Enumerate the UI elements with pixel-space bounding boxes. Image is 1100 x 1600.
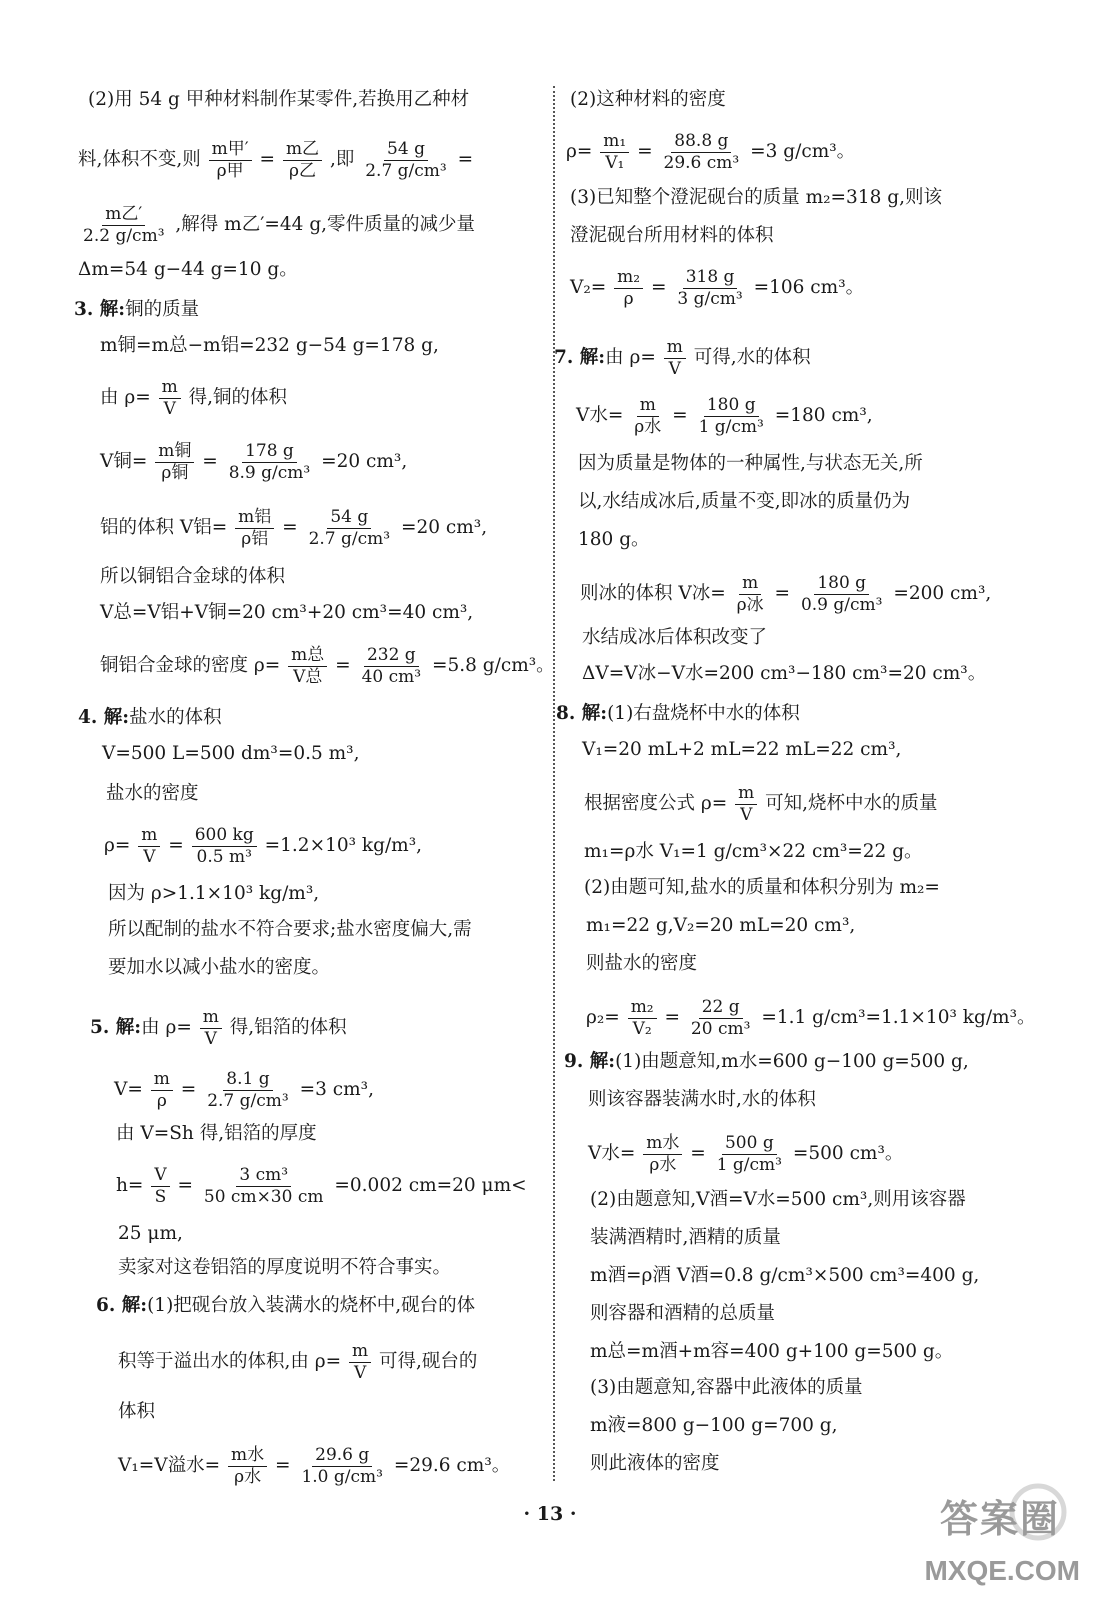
fraction: $\frac{m}{V}$ (200, 1008, 222, 1048)
line: 所以铜铝合金球的体积 (100, 566, 286, 587)
problem-3-heading: 3. 解:铜的质量 (74, 299, 200, 320)
problem-5-heading: 5. 解:由 ρ= $\frac{m}{V}$ 得,铝箔的体积 (90, 1007, 347, 1049)
line: m总=m酒+m容=400 g+100 g=500 g。 (590, 1341, 954, 1362)
fraction: $\frac{m}{\text{ρ水}}$ (634, 395, 662, 437)
line: 则容器和酒精的总质量 (590, 1303, 776, 1324)
line: 铜铝合金球的密度 ρ= $\frac{\text{m总}}{\text{V总}}$ = $\frac{232 g}{\text{40 cm³}}$ =5.8 g/cm³。 (100, 645, 555, 687)
fraction: $\frac{232 g}{\text{40 cm³}}$ (361, 645, 422, 687)
line: (2)由题可知,盐水的质量和体积分别为 m₂= (584, 877, 940, 898)
fraction: $\frac{\text{m水}}{\text{ρ水}}$ (643, 1134, 682, 1174)
watermark-glyphs: 答案圈 (939, 1496, 1060, 1541)
line: V₂= $\frac{\text{m₂}}{\rho}$ = $\frac{318 g}{\text{3 g/cm³}}$ =106 cm³。 (570, 267, 865, 309)
line: (2)用 54 g 甲种材料制作某零件,若换用乙种材 (88, 89, 470, 110)
line: 积等于溢出水的体积,由 ρ= $\frac{m}{V}$ 可得,砚台的 (118, 1341, 478, 1383)
line: m液=800 g−100 g=700 g, (590, 1415, 838, 1436)
line: 因为 ρ>1.1×10³ kg/m³, (108, 883, 320, 904)
fraction: $\frac{m}{V}$ (138, 826, 160, 866)
line: V₁=V溢水= $\frac{\text{m水}}{\text{ρ水}}$ = $\frac{29.6 g}{\text{1.0 g/cm³}}$ =29.6 cm³。 (118, 1445, 511, 1487)
line: 则冰的体积 V冰= $\frac{m}{\text{ρ冰}}$ = $\frac{180 g}{\text{0.9 g/cm³}}$ =200 cm³, (580, 573, 992, 615)
column-divider (553, 86, 555, 1481)
problem-4-heading: 4. 解:盐水的体积 (78, 707, 222, 728)
fraction: $\frac{88.8 g}{\text{29.6 cm³}}$ (663, 131, 740, 173)
line: m酒=ρ酒 V酒=0.8 g/cm³×500 cm³=400 g, (590, 1265, 980, 1286)
line: (3)已知整个澄泥砚台的质量 m₂=318 g,则该 (570, 187, 942, 208)
page-number: · 13 · (523, 1503, 577, 1525)
fraction: $\frac{\text{m铝}}{\text{ρ铝}}$ (235, 508, 274, 548)
problem-8-heading: 8. 解:(1)右盘烧杯中水的体积 (556, 703, 800, 724)
fraction: $\frac{22 g}{\text{20 cm³}}$ (690, 997, 751, 1039)
fraction: $\frac{\text{m乙′}}{\text{2.2 g/cm³}}$ (83, 204, 165, 246)
line: 则此液体的密度 (590, 1453, 720, 1474)
fraction: $\frac{\text{m₂}}{\text{V₂}}$ (628, 998, 657, 1038)
fraction: $\frac{8.1 g}{\text{2.7 g/cm³}}$ (207, 1069, 289, 1111)
line: 盐水的密度 (106, 783, 199, 804)
fraction: $\frac{m}{V}$ (159, 378, 181, 418)
line: 卖家对这卷铝箔的厚度说明不符合事实。 (118, 1257, 452, 1278)
line: 装满酒精时,酒精的质量 (590, 1227, 781, 1248)
fraction: $\frac{\text{m总}}{\text{V总}}$ (288, 646, 327, 686)
line: $\frac{\text{m乙′}}{\text{2.2 g/cm³}}$ ,解得 m乙′=44 g,零件质量的减少量 (78, 205, 475, 245)
fraction: $\frac{180 g}{\text{0.9 g/cm³}}$ (800, 573, 883, 615)
line: 铝的体积 V铝= $\frac{\text{m铝}}{\text{ρ铝}}$ = $\frac{54 g}{\text{2.7 g/cm³}}$ =20 cm³, (100, 507, 488, 549)
fraction: $\frac{54 g}{\text{2.7 g/cm³}}$ (308, 507, 391, 549)
line: 180 g。 (578, 529, 650, 550)
line: 则该容器装满水时,水的体积 (588, 1089, 816, 1110)
line: 则盐水的密度 (586, 953, 698, 974)
fraction: $\frac{\text{m甲′}}{\text{ρ甲}}$ (209, 140, 252, 180)
line: 要加水以减小盐水的密度。 (108, 957, 331, 978)
fraction: $\frac{\text{m铜}}{\text{ρ铜}}$ (155, 442, 194, 482)
fraction: $\frac{29.6 g}{\text{1.0 g/cm³}}$ (301, 1445, 383, 1487)
fraction: $\frac{\text{m₁}}{\text{V₁}}$ (600, 132, 629, 172)
fraction: $\frac{m}{V}$ (735, 784, 757, 824)
line: 澄泥砚台所用材料的体积 (570, 225, 774, 246)
line: 料,体积不变,则 $\frac{\text{m甲′}}{\text{ρ甲}}$ = $\frac{\text{m乙}}{\text{ρ乙}}$ ,即 $\frac{54 g}{\text{2.7 g/cm³}}$ = (78, 139, 474, 181)
fraction: $\frac{318 g}{\text{3 g/cm³}}$ (677, 267, 743, 309)
line: V=500 L=500 dm³=0.5 m³, (102, 743, 360, 764)
fraction: $\frac{500 g}{\text{1 g/cm³}}$ (716, 1133, 782, 1175)
line: (2)这种材料的密度 (570, 89, 726, 110)
line: m₁=22 g,V₂=20 mL=20 cm³, (586, 915, 856, 936)
fraction: $\frac{\text{m水}}{\text{ρ水}}$ (228, 1446, 267, 1486)
line: (2)由题意知,V酒=V水=500 cm³,则用该容器 (590, 1189, 966, 1210)
line: V水= $\frac{m}{\text{ρ水}}$ = $\frac{180 g}{\text{1 g/cm³}}$ =180 cm³, (576, 395, 873, 437)
line: 由 ρ= $\frac{m}{V}$ 得,铜的体积 (100, 377, 288, 419)
line: 水结成冰后体积改变了 (582, 627, 768, 648)
line: 因为质量是物体的一种属性,与状态无关,所 (578, 453, 923, 474)
fraction: $\frac{180 g}{\text{1 g/cm³}}$ (698, 395, 764, 437)
line: m₁=ρ水 V₁=1 g/cm³×22 cm³=22 g。 (584, 841, 923, 862)
line: 体积 (118, 1401, 156, 1422)
line: 所以配制的盐水不符合要求;盐水密度偏大,需 (108, 919, 472, 940)
line: 25 μm, (118, 1223, 183, 1244)
line: h= $\frac{V}{S}$ = $\frac{\text{3 cm³}}{50 cm\times 30 cm}$ =0.002 cm=20 μm< (116, 1165, 527, 1207)
line: 根据密度公式 ρ= $\frac{m}{V}$ 可知,烧杯中水的质量 (584, 783, 938, 825)
fraction: $\frac{m}{V}$ (349, 1342, 371, 1382)
fraction: $\frac{m}{\text{ρ冰}}$ (736, 573, 764, 615)
line: V₁=20 mL+2 mL=22 mL=22 cm³, (582, 739, 902, 760)
line: (3)由题意知,容器中此液体的质量 (590, 1377, 863, 1398)
fraction: $\frac{\text{m₂}}{\rho}$ (614, 268, 643, 308)
problem-9-heading: 9. 解:(1)由题意知,m水=600 g−100 g=500 g, (564, 1051, 969, 1072)
line: Δm=54 g−44 g=10 g。 (78, 259, 298, 280)
line: V铜= $\frac{\text{m铜}}{\text{ρ铜}}$ = $\frac{178 g}{\text{8.9 g/cm³}}$ =20 cm³, (100, 441, 408, 483)
line: 由 V=Sh 得,铝箔的厚度 (116, 1123, 317, 1144)
fraction: $\frac{54 g}{\text{2.7 g/cm³}}$ (365, 139, 447, 181)
line: V总=V铝+V铜=20 cm³+20 cm³=40 cm³, (100, 602, 474, 623)
watermark-site: MXQE.COM (924, 1555, 1080, 1586)
fraction: $\frac{\text{3 cm³}}{50 cm\times 30 cm}$ (203, 1165, 324, 1207)
fraction: $\frac{m}{V}$ (664, 338, 686, 378)
fraction: $\frac{\text{m乙}}{\text{ρ乙}}$ (283, 140, 322, 180)
line: ρ= $\frac{\text{m₁}}{\text{V₁}}$ = $\frac{88.8 g}{\text{29.6 cm³}}$ =3 g/cm³。 (566, 131, 856, 173)
fraction: $\frac{V}{S}$ (151, 1166, 169, 1206)
fraction: $\frac{178 g}{\text{8.9 g/cm³}}$ (228, 441, 311, 483)
line: ΔV=V冰−V水=200 cm³−180 cm³=20 cm³。 (582, 663, 987, 684)
line: ρ= $\frac{m}{V}$ = $\frac{600 kg}{\text{0.5 m³}}$ =1.2×10³ kg/m³, (104, 825, 423, 867)
line: V水= $\frac{\text{m水}}{\text{ρ水}}$ = $\frac{500 g}{\text{1 g/cm³}}$ =500 cm³。 (588, 1133, 904, 1175)
line: V= $\frac{m}{\rho}$ = $\frac{8.1 g}{\text{2.7 g/cm³}}$ =3 cm³, (114, 1069, 374, 1111)
line: 以,水结成冰后,质量不变,即冰的质量仍为 (578, 491, 911, 512)
problem-6-heading: 6. 解:(1)把砚台放入装满水的烧杯中,砚台的体 (96, 1295, 476, 1316)
fraction: $\frac{m}{\rho}$ (151, 1070, 173, 1110)
line: ρ₂= $\frac{\text{m₂}}{\text{V₂}}$ = $\frac{22 g}{\text{20 cm³}}$ =1.1 g/cm³=1.1×10³ kg/m³。 (586, 997, 1036, 1039)
fraction: $\frac{600 kg}{\text{0.5 m³}}$ (192, 826, 257, 866)
line: m铜=m总−m铝=232 g−54 g=178 g, (100, 335, 439, 356)
problem-7-heading: 7. 解:由 ρ= $\frac{m}{V}$ 可得,水的体积 (554, 337, 811, 379)
